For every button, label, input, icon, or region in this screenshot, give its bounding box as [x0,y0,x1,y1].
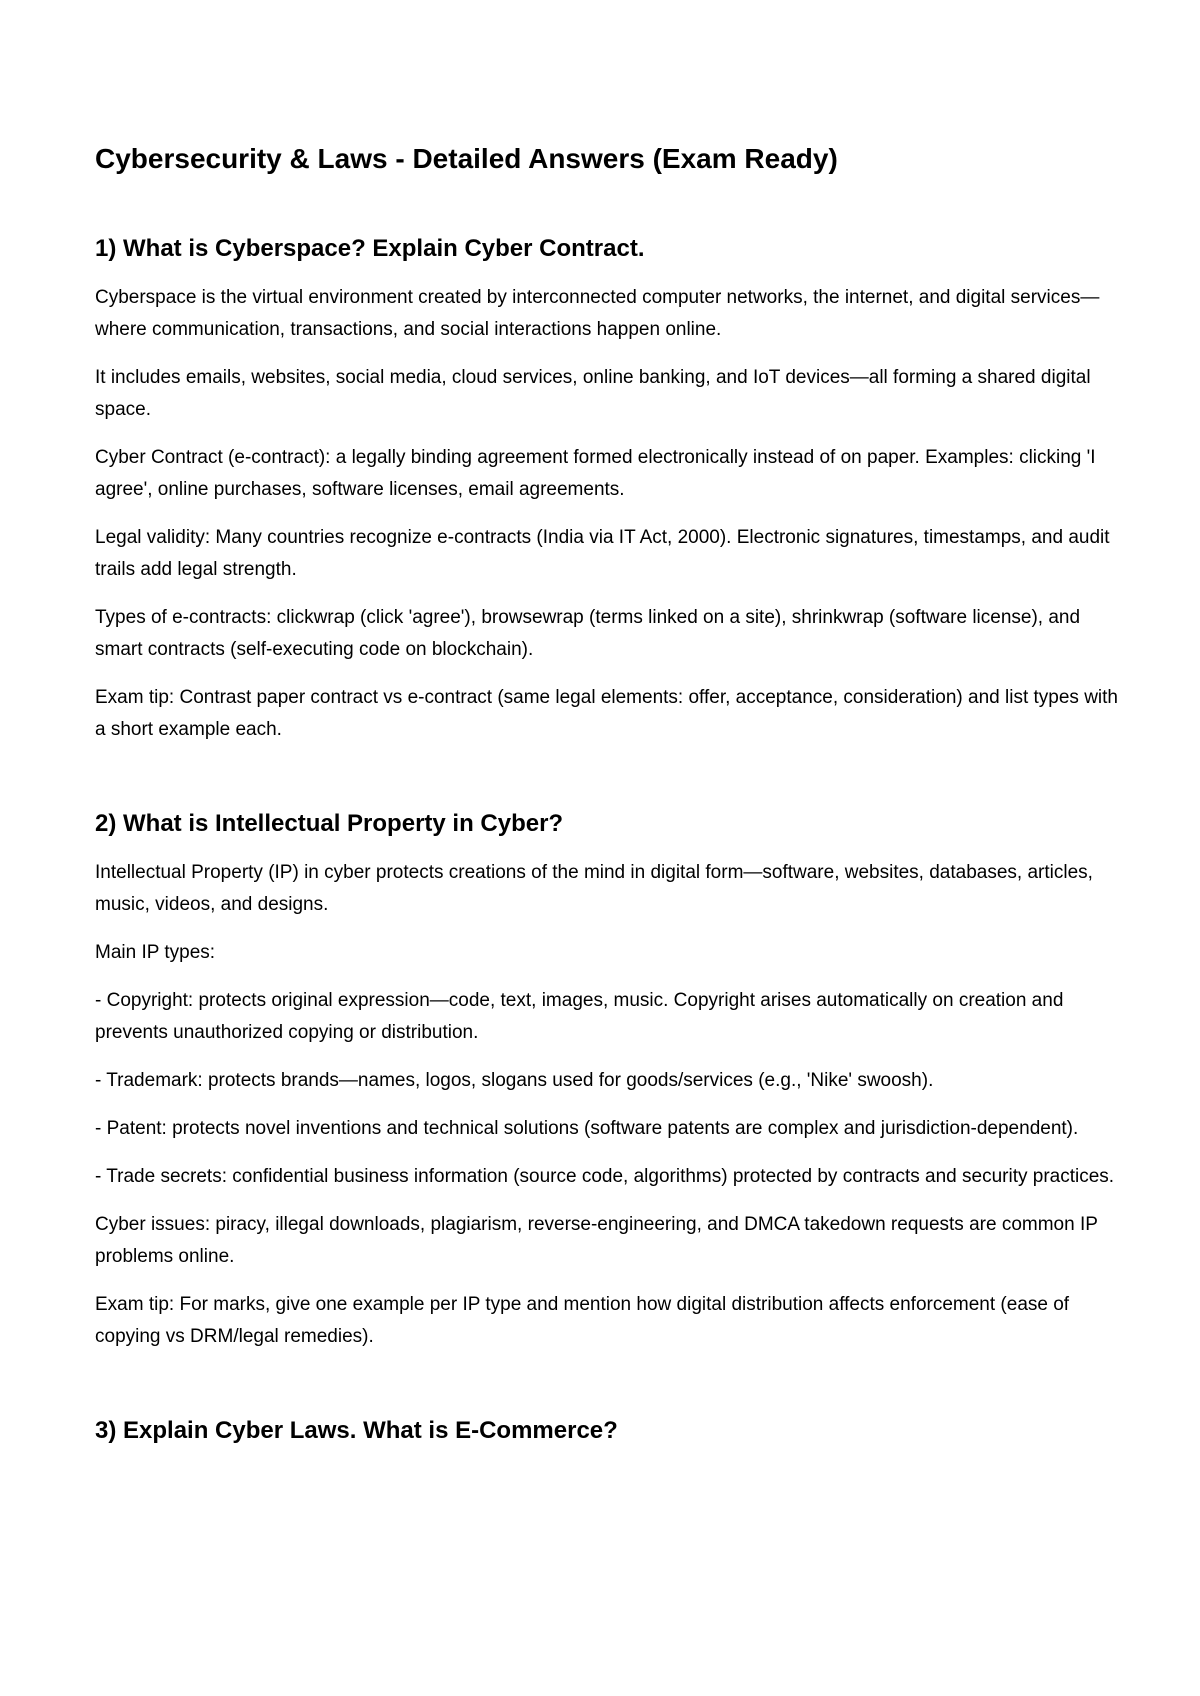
section-cyber-laws [95,1415,1120,1447]
list-item: - Patent: protects novel inventions and technical solutions (software patents are complex and jurisdiction-dependent). [95,1118,1079,1139]
paragraph: Intellectual Property (IP) in cyber protects creations of the mind in digital form—software, websites, databases, articles, music, videos, and designs. [95,862,1093,915]
paragraph: Cyber Contract (e-contract): a legally binding agreement formed electronically instead of on paper. Examples: clicking 'I agree', online purchases, software licenses, email agreements. [95,447,1096,500]
section-intellectual-property [95,808,1120,1353]
paragraph: Exam tip: For marks, give one example per IP type and mention how digital distribution affects enforcement (ease of copying vs DRM/legal remedies). [95,1294,1070,1347]
list-item: - Trademark: protects brands—names, logos, slogans used for goods/services (e.g., 'Nike' swoosh). [95,1070,934,1091]
section-heading: 1) What is Cyberspace? Explain Cyber Contract. [95,235,645,262]
paragraph: Cyber issues: piracy, illegal downloads, plagiarism, reverse-engineering, and DMCA takedown requests are common IP problems online. [95,1214,1098,1267]
section-heading: 3) Explain Cyber Laws. What is E-Commerce? [95,1417,618,1444]
document-title: Cybersecurity & Laws - Detailed Answers (Exam Ready) [95,143,838,174]
paragraph: Legal validity: Many countries recognize e-contracts (India via IT Act, 2000). Electronic signatures, timestamps, and audit trails add legal strength. [95,527,1110,580]
list-item: - Copyright: protects original expression—code, text, images, music. Copyright arises automatically on creation and prevents unauthorized copying or distribution. [95,990,1064,1043]
section-heading: 2) What is Intellectual Property in Cyber? [95,810,564,837]
list-item: - Trade secrets: confidential business information (source code, algorithms) protected by contracts and security practices. [95,1166,1115,1187]
paragraph: Cyberspace is the virtual environment created by interconnected computer networks, the internet, and digital services—where communication, transactions, and social interactions happen online. [95,287,1100,340]
paragraph: Main IP types: [95,942,216,963]
paragraph: Types of e-contracts: clickwrap (click 'agree'), browsewrap (terms linked on a site), shrinkwrap (software license), and smart contracts (self-executing code on blockchain). [95,607,1081,660]
paragraph: Exam tip: Contrast paper contract vs e-contract (same legal elements: offer, acceptance, consideration) and list types with a short example each. [95,687,1118,740]
paragraph: It includes emails, websites, social media, cloud services, online banking, and IoT devices—all forming a shared digital space. [95,367,1091,420]
section-cyberspace [95,233,1120,746]
